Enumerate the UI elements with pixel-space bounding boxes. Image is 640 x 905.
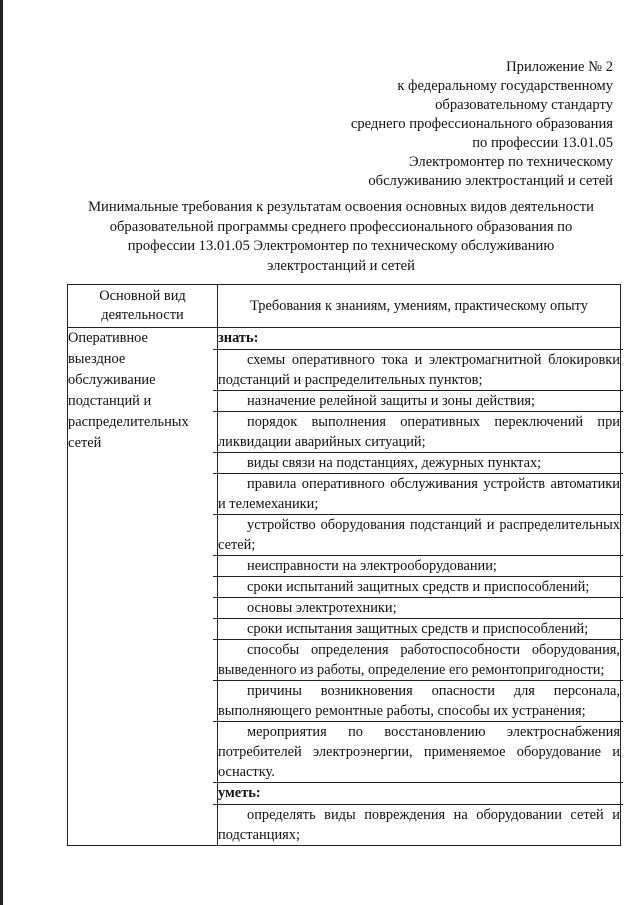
column-header-activity: Основной вид деятельности: [68, 285, 218, 328]
know-item: назначение релейной защиты и зоны действия;: [213, 390, 623, 411]
title-line: профессии 13.01.05 Электромонтер по техническому обслуживанию: [127, 238, 555, 254]
activity-line: обслуживание: [68, 372, 156, 388]
appendix-line: обслуживанию электростанций и сетей: [368, 173, 613, 189]
table-row: [68, 328, 621, 846]
activity-cell: [68, 328, 218, 846]
activity-line: сетей: [68, 435, 102, 451]
know-item: причины возникновения опасности для персонала, выполняющего ремонтные работы, способы их устранения;: [213, 680, 623, 721]
know-item: устройство оборудования подстанций и распределительных сетей;: [213, 514, 623, 555]
title-line: образовательной программы среднего профессионального образования по: [109, 218, 573, 235]
activity-line: распределительных: [68, 414, 189, 430]
appendix-header: [283, 58, 613, 191]
title-line: Минимальные требования к результатам освоения основных видов деятельности: [88, 199, 594, 215]
activity-line: выездное: [68, 351, 126, 367]
skills-item: определять виды повреждения на оборудовании сетей и подстанциях;: [213, 804, 623, 845]
know-item: сроки испытания защитных средств и приспособлений;: [213, 618, 623, 639]
appendix-line: образовательному стандарту: [435, 97, 613, 113]
know-item: основы электротехники;: [213, 597, 623, 618]
activity-line: Оперативное: [68, 330, 148, 346]
appendix-line: Приложение № 2: [506, 59, 613, 75]
column-header-requirements: Требования к знаниям, умениям, практическому опыту: [218, 285, 621, 328]
title-line: электростанций и сетей: [267, 257, 415, 274]
know-item: сроки испытаний защитных средств и приспособлений;: [213, 576, 623, 597]
know-item: виды связи на подстанциях, дежурных пунктах;: [213, 452, 623, 473]
appendix-line: среднего профессионального образования: [350, 116, 613, 132]
know-item: правила оперативного обслуживания устройств автоматики и телемеханики;: [213, 473, 623, 514]
know-item: мероприятия по восстановлению электроснабжения потребителей электроэнергии, применяемое оборудование и оснастку.: [213, 721, 623, 782]
requirements-cell: [218, 328, 621, 846]
know-item: схемы оперативного тока и электромагнитной блокировки подстанций и распределительных пунктов;: [213, 349, 623, 390]
know-item: неисправности на электрооборудовании;: [213, 555, 623, 576]
activity-line: подстанций и: [68, 393, 152, 409]
know-label: знать:: [218, 330, 259, 346]
page-edge: [0, 0, 3, 905]
know-item: порядок выполнения оперативных переключений при ликвидации аварийных ситуаций;: [213, 411, 623, 452]
document-title: [70, 198, 612, 276]
know-item: способы определения работоспособности оборудования, выведенного из работы, определение его ремонтопригодности;: [213, 639, 623, 680]
skills-label: уметь:: [213, 782, 623, 804]
table-header-row: [68, 285, 621, 328]
appendix-line: по профессии 13.01.05: [472, 135, 613, 151]
appendix-line: к федеральному государственному: [397, 78, 613, 94]
requirements-table: [67, 284, 621, 846]
appendix-line: Электромонтер по техническому: [408, 154, 613, 170]
